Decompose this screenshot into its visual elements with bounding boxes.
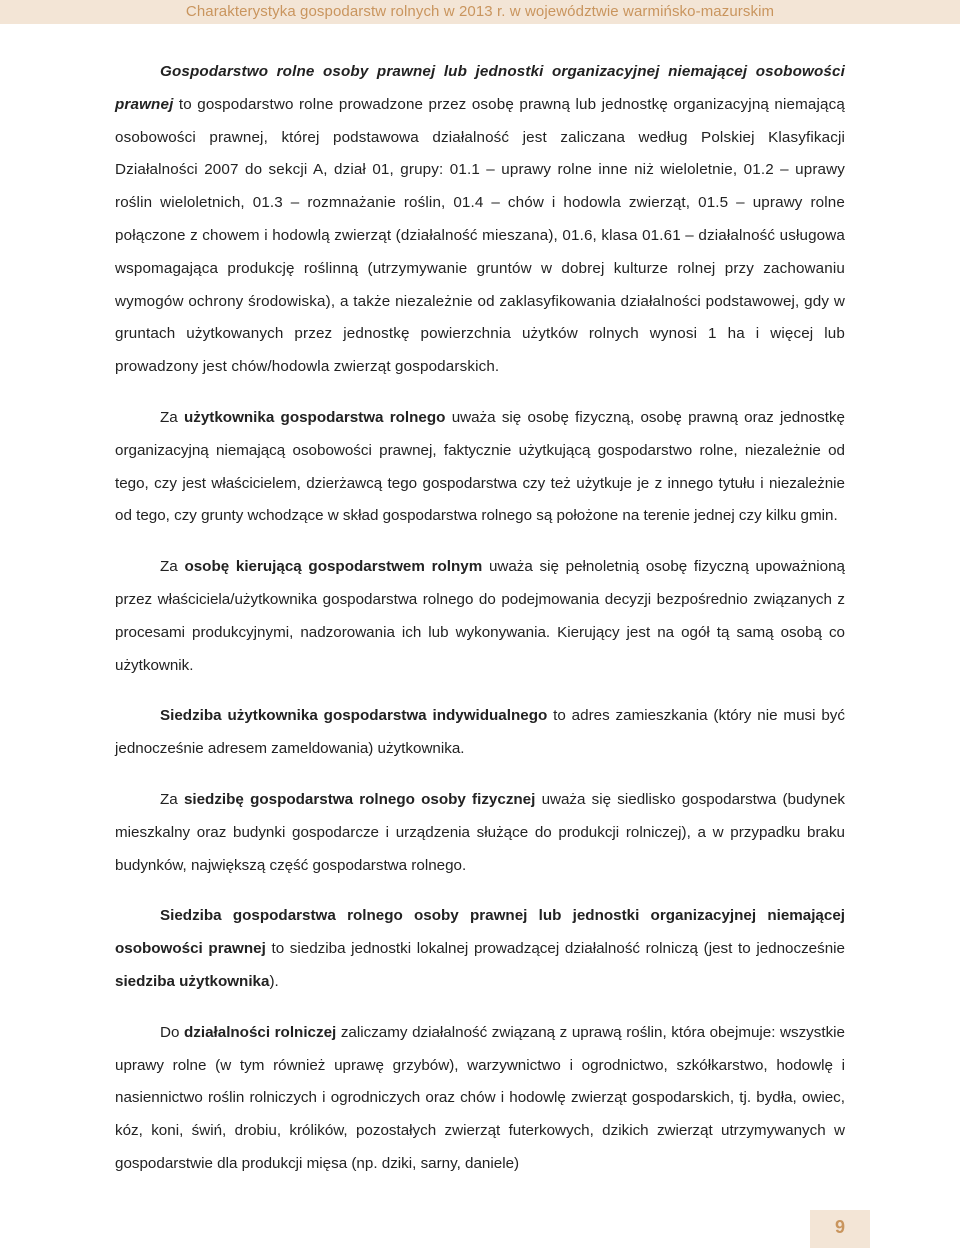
term-farm-user: użytkownika gospodarstwa rolnego (183, 408, 446, 426)
paragraph-definition-farm-user (115, 402, 845, 533)
paragraph-text: to adres zamieszkania (który nie musi być jednocześnie adresem zameldowania) użytkownika. (115, 707, 845, 758)
term-legal-entity-farm: Gospodarstwo rolne osoby prawnej lub jednostki organizacyjnej niemającej osobowości prawnej (115, 63, 845, 113)
running-header-title: Charakterystyka gospodarstw rolnych w 2013 r. w województwie warmińsko-mazurskim (185, 3, 775, 20)
page-number-box (810, 1210, 870, 1248)
paragraph-text: uważa się osobę fizyczną, osobę prawną oraz jednostkę organizacyjną niemającą osobowości prawnej, faktycznie użytkującą gospodarstwo rolne, niezależnie od tego, czy jest właścicielem, dzierżawcą tego gospodarstwa czy też użytkuje je z innego tytułu i niezależnie od tego, czy grunty wchodzące w skład gospodarstwa rolnego są położone na terenie jednej czy kilku gmin. (115, 408, 845, 525)
paragraph-definition-legal-entity-farm (115, 56, 845, 384)
page-number: 9 (834, 1217, 845, 1237)
document-body (115, 56, 845, 1199)
paragraph-text: Za (160, 408, 184, 426)
paragraph-text: Do (160, 1023, 184, 1041)
paragraph-definition-individual-farm-seat (115, 700, 845, 766)
term-agricultural-activity: działalności rolniczej (183, 1023, 337, 1041)
term-legal-entity-farm-seat: Siedziba gospodarstwa rolnego osoby prawnej lub jednostki organizacyjnej niemającej osobowości prawnej (115, 907, 845, 958)
term-farm-manager: osobę kierującą gospodarstwem rolnym (184, 558, 483, 576)
paragraph-definition-legal-entity-farm-seat (115, 900, 845, 998)
paragraph-text: uważa się siedlisko gospodarstwa (budynek mieszkalny oraz budynki gospodarcze i urządzenia służące do produkcji rolniczej), a w przypadku braku budynków, największą część gospodarstwa rolnego. (115, 790, 845, 874)
paragraph-definition-natural-person-farm-seat (115, 784, 845, 882)
term-user-seat: siedziba użytkownika (115, 972, 270, 990)
term-natural-person-farm-seat: siedzibę gospodarstwa rolnego osoby fizycznej (183, 790, 536, 808)
paragraph-text: uważa się pełnoletnią osobę fizyczną upoważnioną przez właściciela/użytkownika gospodarstwa rolnego do podejmowania decyzji bezpośrednio związanych z procesami produkcyjnymi, nadzorowania ich lub wykonywania. Kierujący jest na ogół tą samą osobą co użytkownik. (115, 558, 845, 674)
paragraph-text: zaliczamy działalność związaną z uprawą roślin, która obejmuje: wszystkie uprawy rolne (w tym również uprawę grzybów), warzywnictwo i ogrodnictwo, szkółkarstwo, hodowlę i nasiennictwo roślin rolniczych i ogrodniczych oraz chów i hodowlę zwierząt gospodarskich, tj. bydła, owiec, kóz, koni, świń, drobiu, królików, pozostałych zwierząt futerkowych, dzikich zwierząt utrzymywanych w gospodarstwie dla produkcji mięsa (np. dziki, sarny, daniele) (115, 1023, 846, 1172)
paragraph-definition-agricultural-activity (115, 1017, 845, 1181)
term-individual-farm-seat: Siedziba użytkownika gospodarstwa indywidualnego (160, 707, 548, 725)
paragraph-text: to siedziba jednostki lokalnej prowadzącej działalność rolniczą (jest to jednocześnie (265, 940, 845, 958)
running-header-band (0, 0, 960, 24)
paragraph-text: ). (269, 972, 279, 990)
paragraph-definition-farm-manager (115, 551, 845, 682)
paragraph-text: Za (160, 790, 184, 808)
paragraph-text: Za (160, 558, 185, 576)
paragraph-text: to gospodarstwo rolne prowadzone przez osobę prawną lub jednostkę organizacyjną niemającą osobowości prawnej, której podstawowa działalność jest zaliczana według Polskiej Klasyfikacji Działalności 2007 do sekcji A, dział 01, grupy: 01.1 – uprawy rolne inne niż wieloletnie, 01.2 – uprawy roślin wieloletnich, 01.3 – rozmnażanie roślin, 01.4 – chów i hodowla zwierząt, 01.5 – uprawy rolne połączone z chowem i hodowlą zwierząt (działalność mieszana), 01.6, klasa 01.61 – działalność usługowa wspomagająca produkcję roślinną (utrzymywanie gruntów w dobrej kulturze rolnej przy zachowaniu wymogów ochrony środowiska), a także niezależnie od zaklasyfikowania działalności podstawowej, gdy w gruntach użytkowanych przez jednostkę powierzchnia użytków rolnych wynosi 1 ha i więcej lub prowadzony jest chów/hodowla zwierząt gospodarskich. (115, 95, 845, 376)
